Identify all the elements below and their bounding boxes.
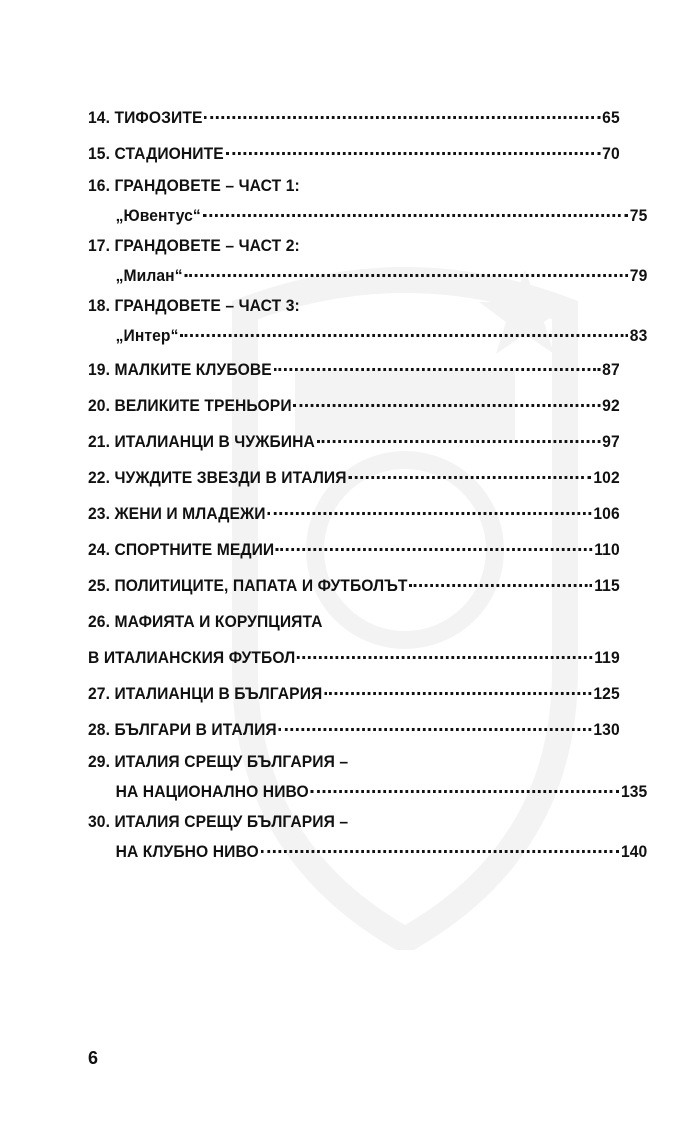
dot-leader [180, 334, 628, 337]
toc-entry-29[interactable] [88, 748, 648, 808]
toc-entry-page: 92 [602, 396, 620, 415]
toc-entry-title: 17. ГРАНДОВЕТЕ – ЧАСТ 2: [88, 236, 300, 255]
dot-leader [279, 728, 592, 731]
toc-entry-title: 15. СТАДИОНИТЕ [88, 144, 224, 163]
dot-leader [311, 790, 620, 793]
toc-entry-page: 106 [593, 504, 620, 523]
toc-entry-subtitle: НА НАЦИОНАЛНО НИВО [115, 782, 309, 801]
toc-entry-30[interactable] [88, 808, 648, 868]
toc-entry-title: 21. ИТАЛИАНЦИ В ЧУЖБИНА [88, 432, 315, 451]
toc-entry-page: 75 [629, 206, 648, 225]
toc-entry-title: 20. ВЕЛИКИТЕ ТРЕНЬОРИ [88, 396, 292, 415]
toc-entry-page: 79 [629, 266, 648, 285]
toc-entry-subtitle: „Ювентус“ [115, 206, 201, 225]
dot-leader [348, 476, 591, 479]
toc-entry-page: 83 [629, 326, 648, 345]
toc-entry-20[interactable] [88, 388, 620, 424]
toc-entry-title: 24. СПОРТНИТЕ МЕДИИ [88, 540, 275, 559]
toc-entry-page: 65 [602, 108, 620, 127]
toc-entry-26[interactable] [88, 604, 620, 676]
toc-entry-page: 135 [620, 782, 648, 801]
dot-leader [274, 368, 601, 371]
dot-leader [267, 512, 591, 515]
dot-leader [297, 656, 592, 659]
toc-entry-27[interactable] [88, 676, 620, 712]
toc-entry-title: 25. ПОЛИТИЦИТЕ, ПАПАТА И ФУТБОЛЪТ [88, 576, 408, 595]
toc-entry-page: 87 [602, 360, 620, 379]
toc-entry-title: 16. ГРАНДОВЕТЕ – ЧАСТ 1: [88, 176, 300, 195]
toc-entry-page: 70 [602, 144, 620, 163]
toc-entry-22[interactable] [88, 460, 620, 496]
page-number: 6 [88, 1048, 99, 1068]
toc-entry-page: 110 [594, 540, 620, 559]
dot-leader [409, 584, 592, 587]
dot-leader [261, 850, 620, 853]
dot-leader [184, 274, 627, 277]
toc-entry-subtitle: В ИТАЛИАНСКИЯ ФУТБОЛ [88, 648, 296, 667]
toc-entry-18[interactable] [88, 292, 648, 352]
toc-entry-subtitle: „Интер“ [115, 326, 179, 345]
dot-leader [226, 152, 601, 155]
toc-entry-title: 18. ГРАНДОВЕТЕ – ЧАСТ 3: [88, 296, 300, 315]
toc-entry-title: 28. БЪЛГАРИ В ИТАЛИЯ [88, 720, 277, 739]
toc-entry-title: 27. ИТАЛИАНЦИ В БЪЛГАРИЯ [88, 684, 323, 703]
toc-entry-23[interactable] [88, 496, 620, 532]
dot-leader [203, 214, 628, 217]
dot-leader [276, 548, 592, 551]
toc-entry-25[interactable] [88, 568, 620, 604]
toc-entry-title: 29. ИТАЛИЯ СРЕЩУ БЪЛГАРИЯ – [88, 752, 349, 771]
dot-leader [324, 692, 591, 695]
toc-entry-title: 23. ЖЕНИ И МЛАДЕЖИ [88, 504, 266, 523]
toc-entry-page: 97 [602, 432, 620, 451]
toc-entry-15[interactable] [88, 136, 620, 172]
toc-entry-page: 130 [593, 720, 620, 739]
toc-entry-title: 26. МАФИЯТА И КОРУПЦИЯТА [88, 612, 323, 631]
toc-entry-24[interactable] [88, 532, 620, 568]
dot-leader [204, 116, 600, 119]
toc-entry-title: 30. ИТАЛИЯ СРЕЩУ БЪЛГАРИЯ – [88, 812, 349, 831]
toc-entry-page: 115 [594, 576, 620, 595]
toc-entry-28[interactable] [88, 712, 620, 748]
toc-entry-14[interactable] [88, 100, 620, 136]
toc-entry-page: 125 [593, 684, 620, 703]
toc-entry-subtitle: НА КЛУБНО НИВО [115, 842, 259, 861]
toc-entry-subtitle: „Милан“ [115, 266, 183, 285]
toc-entry-16[interactable] [88, 172, 648, 232]
toc-entry-19[interactable] [88, 352, 620, 388]
toc-entry-page: 102 [593, 468, 620, 487]
toc-entry-page: 119 [594, 648, 620, 667]
toc-entry-17[interactable] [88, 232, 648, 292]
table-of-contents [88, 100, 648, 868]
toc-entry-title: 22. ЧУЖДИТЕ ЗВЕЗДИ В ИТАЛИЯ [88, 468, 347, 487]
dot-leader [294, 404, 601, 407]
toc-entry-21[interactable] [88, 424, 620, 460]
dot-leader [317, 440, 601, 443]
toc-entry-title: 19. МАЛКИТЕ КЛУБОВЕ [88, 360, 272, 379]
toc-entry-title: 14. ТИФОЗИТЕ [88, 108, 203, 127]
toc-entry-page: 140 [620, 842, 648, 861]
